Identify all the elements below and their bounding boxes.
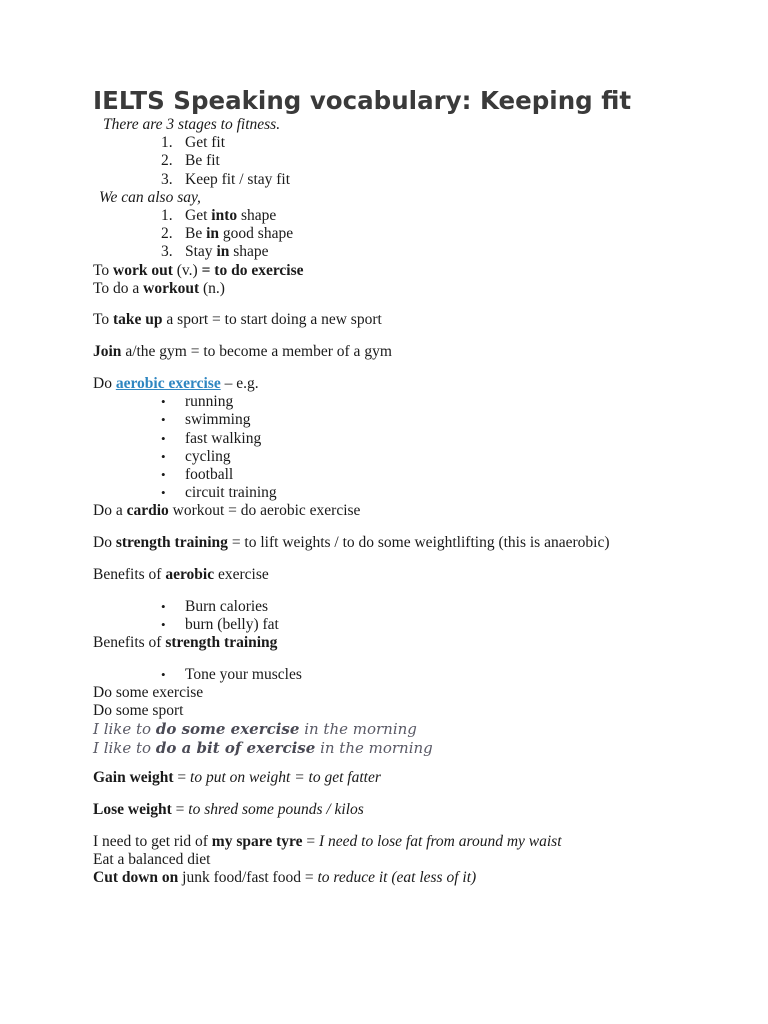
list-item: • cycling [161,447,231,465]
benefits-aerobic-heading: Benefits of aerobic exercise [93,565,269,583]
list-item: • swimming [161,411,251,429]
list-item: 2. Be in good shape [161,225,294,243]
strength-line: Do strength training = to lift weights / to do some weightlifting (this is anaerobic) [93,534,610,552]
example-sentence-1: I like to do some exercise in the morning [93,720,417,739]
intro-also-say: We can also say, [99,188,201,206]
cardio-line: Do a cardio workout = do aerobic exercise [93,502,361,520]
list-item: 3. Keep fit / stay fit [161,170,291,188]
balanced-diet-line: Eat a balanced diet [93,851,211,869]
list-item: • circuit training [161,484,277,502]
example-sentence-2: I like to do a bit of exercise in the morning [93,739,433,758]
workout-noun-line: To do a workout (n.) [93,279,225,297]
gain-weight-line: Gain weight = to put on weight = to get fatter [93,769,381,787]
aerobic-list [93,393,733,502]
benefits-aerobic-list [93,598,733,634]
list-item: • fast walking [161,429,262,447]
document-page [93,86,733,888]
list-item: • football [161,465,234,483]
aerobic-exercise-link[interactable]: aerobic exercise [115,375,221,393]
spare-tyre-line: I need to get rid of my spare tyre = I need to lose fat from around my waist [93,832,562,850]
list-item: 2. Be fit [161,152,220,170]
list-item: • Burn calories [161,597,269,615]
list-item: 3. Stay in shape [161,243,269,261]
stages-list [93,134,733,189]
benefits-strength-list [93,666,733,684]
list-item: • Tone your muscles [161,665,302,683]
list-item: • burn (belly) fat [161,615,279,633]
cut-down-line: Cut down on junk food/fast food = to reduce it (eat less of it) [93,869,477,887]
lose-weight-line: Lose weight = to shred some pounds / kilos [93,801,364,819]
list-item: 1. Get fit [161,134,226,152]
some-sport-line: Do some sport [93,702,184,720]
page-title: IELTS Speaking vocabulary: Keeping fit [93,86,632,115]
take-up-line: To take up a sport = to start doing a new sport [93,311,382,329]
list-item: 1. Get into shape [161,206,277,224]
some-exercise-line: Do some exercise [93,684,204,702]
aerobic-line: Do aerobic exercise – e.g. [93,375,259,393]
join-gym-line: Join a/the gym = to become a member of a gym [93,343,392,361]
benefits-strength-heading: Benefits of strength training [93,634,278,652]
list-item: • running [161,393,234,411]
intro-stages: There are 3 stages to fitness. [103,116,281,133]
work-out-line: To work out (v.) = to do exercise [93,261,304,279]
shape-list [93,207,733,262]
